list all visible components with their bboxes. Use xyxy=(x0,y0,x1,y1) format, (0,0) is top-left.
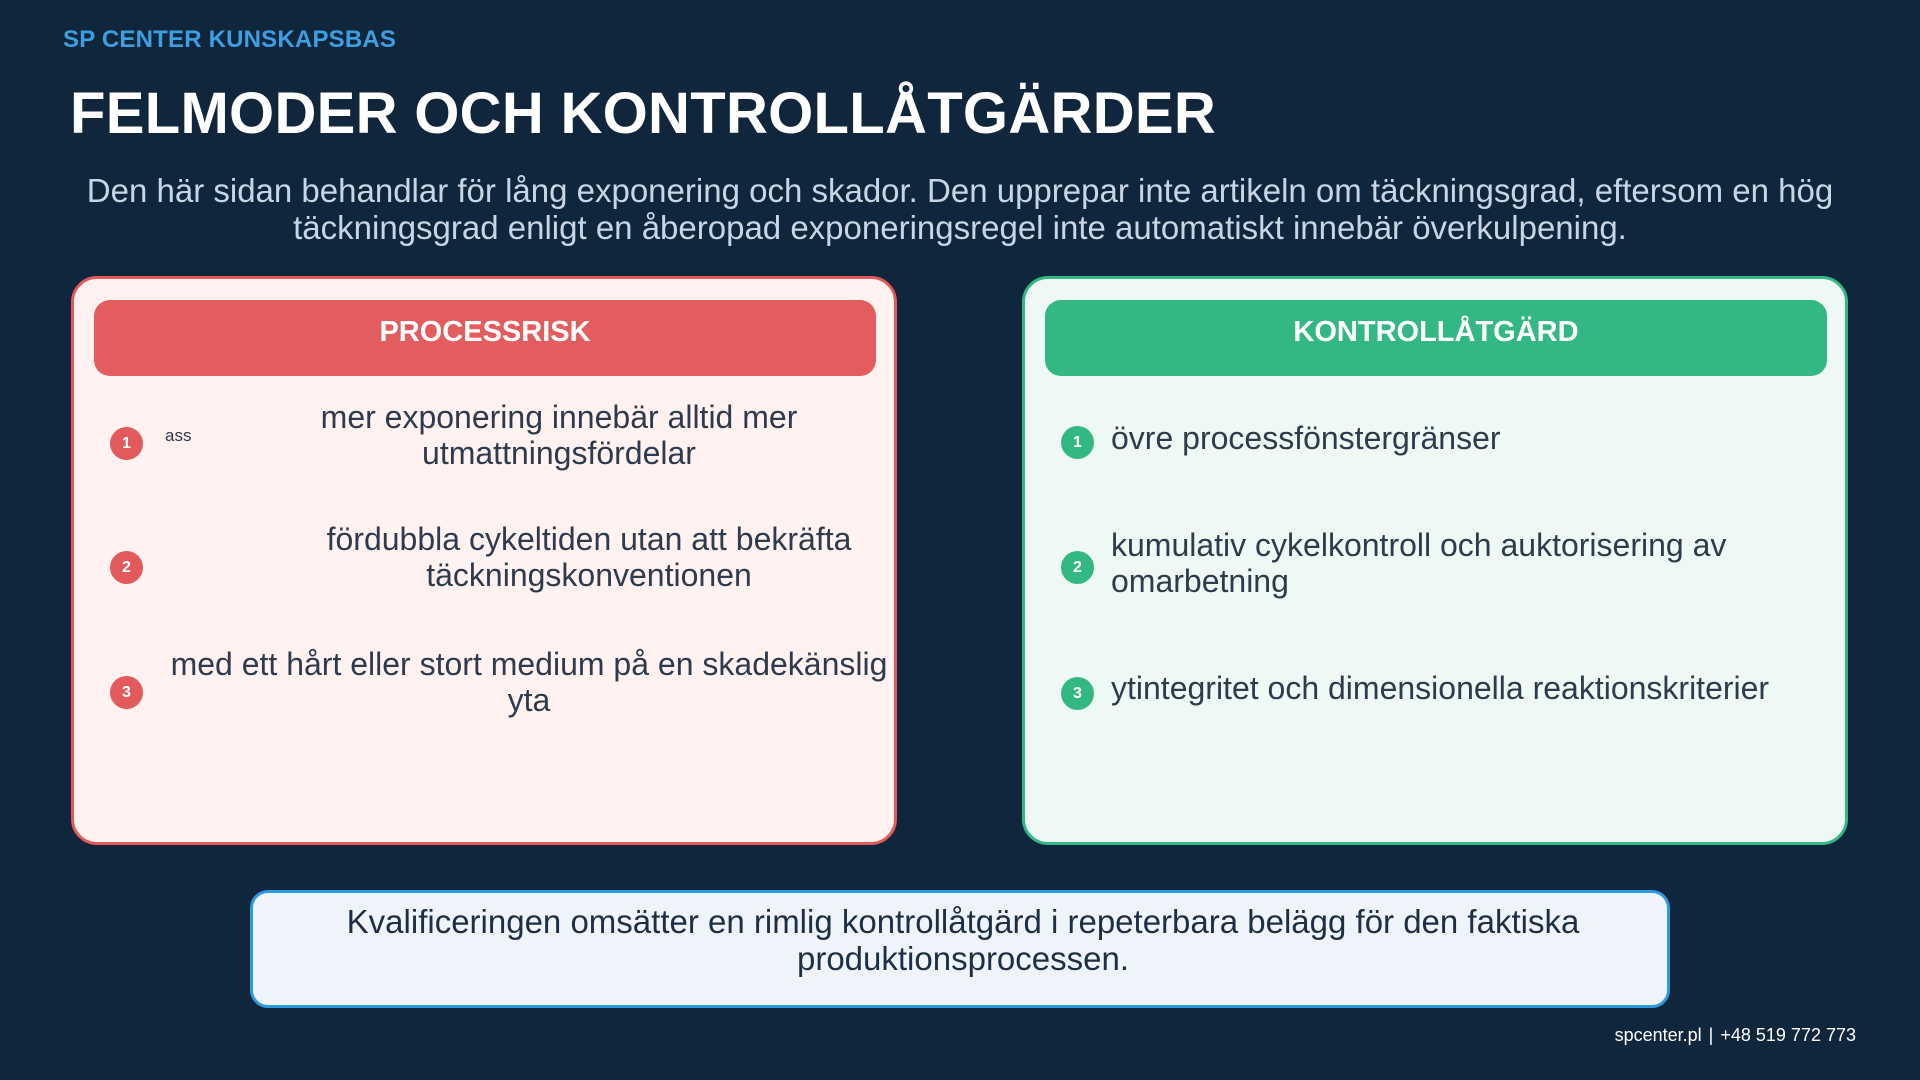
risk-item-1 xyxy=(74,397,894,497)
control-item-2 xyxy=(1025,523,1845,623)
number-badge-1: 1 xyxy=(110,427,143,460)
bottom-summary-text: Kvalificeringen omsätter en rimlig kontrollåtgärd i repeterbara belägg för den faktiska produktionsprocessen. xyxy=(346,903,1580,977)
page-title: FELMODER OCH KONTROLLÅTGÄRDER xyxy=(70,81,1217,146)
control-panel xyxy=(1022,276,1848,845)
control-item-3 xyxy=(1025,669,1845,769)
risk-item-2 xyxy=(74,519,894,619)
number-badge-3: 3 xyxy=(1061,677,1094,710)
risk-item-3 xyxy=(74,644,894,744)
footer-phone: +48 519 772 773 xyxy=(1720,1025,1856,1045)
risk-panel-header: PROCESSRISK xyxy=(94,300,876,376)
risk-small-note: ass xyxy=(165,426,192,445)
number-badge-3: 3 xyxy=(110,676,143,709)
control-item-text-2: kumulativ cykelkontroll och auktorisering av omarbetning xyxy=(1111,527,1727,599)
control-item-text-1: övre processfönstergränser xyxy=(1111,420,1501,456)
number-badge-2: 2 xyxy=(110,551,143,584)
brand-label: SP CENTER KUNSKAPSBAS xyxy=(63,26,397,53)
number-badge-2: 2 xyxy=(1061,551,1094,584)
risk-item-text-1: mer exponering innebär alltid mer utmattningsfördelar xyxy=(320,399,798,471)
footer-website: spcenter.pl xyxy=(1614,1025,1702,1045)
risk-item-text-2: fördubbla cykeltiden utan att bekräfta täckningskonventionen xyxy=(326,521,852,593)
footer-separator: | xyxy=(1708,1025,1714,1045)
risk-item-text-3: med ett hårt eller stort medium på en skadekänslig yta xyxy=(170,646,888,718)
page-subtitle: Den här sidan behandlar för lång exponering och skador. Den upprepar inte artikeln om täckningsgrad, eftersom en hög täckningsgrad enligt en åberopad exponeringsregel inte automatiskt innebär överkulpening. xyxy=(86,172,1834,246)
bottom-summary-box xyxy=(250,890,1670,1008)
control-item-1 xyxy=(1025,419,1845,519)
footer-contact xyxy=(1615,1025,1856,1046)
control-panel-header: KONTROLLÅTGÄRD xyxy=(1045,300,1827,376)
number-badge-1: 1 xyxy=(1061,426,1094,459)
control-item-text-3: ytintegritet och dimensionella reaktionskriterier xyxy=(1111,670,1770,706)
risk-panel xyxy=(71,276,897,845)
